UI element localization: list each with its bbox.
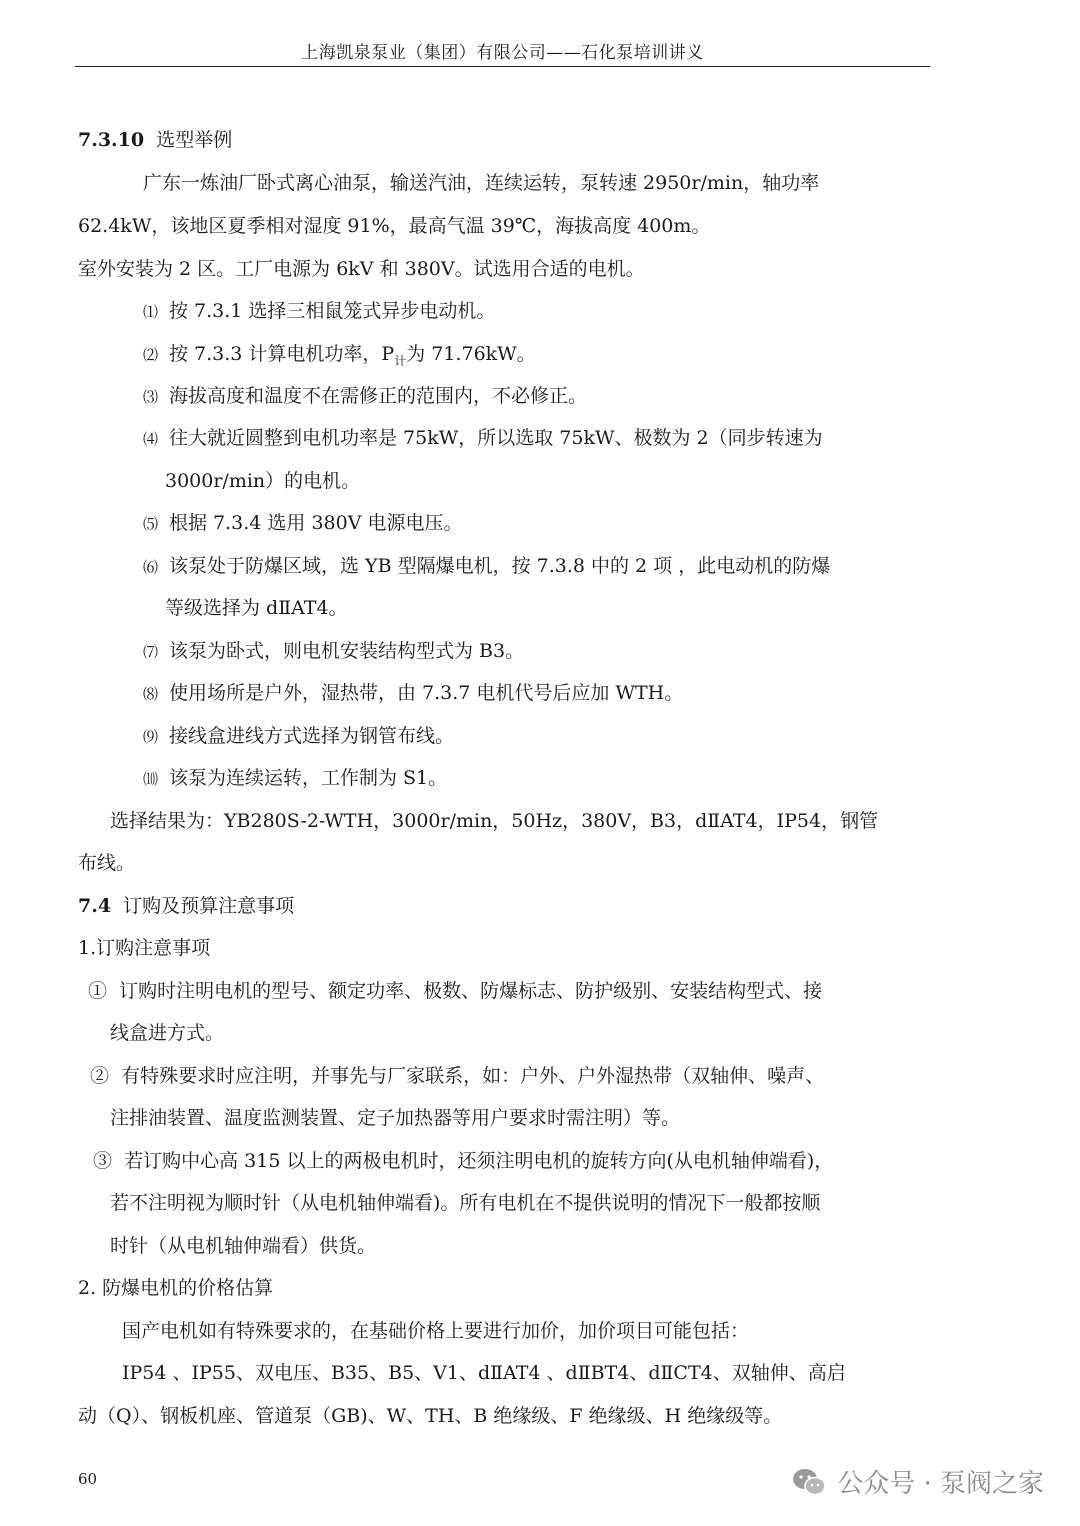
- step-number: ⑶: [143, 388, 159, 406]
- step-number: ⑴: [143, 303, 159, 321]
- intro-line-2: 62.4kW，该地区夏季相对湿度 91%，最高气温 39℃，海拔高度 400m。: [78, 215, 711, 237]
- step-number: ⑻: [143, 685, 159, 703]
- note-2: ② 有特殊要求时应注明，并事先与厂家联系，如：户外、户外湿热带（双轴伸、噪声、: [90, 1065, 825, 1087]
- section-number: 7.4: [78, 895, 112, 917]
- step-3: ⑶ 海拔高度和温度不在需修正的范围内，不必修正。: [143, 385, 588, 407]
- step-8: ⑻ 使用场所是户外，湿热带，由 7.3.7 电机代号后应加 WTH。: [143, 682, 684, 704]
- subheading-ordering-notes: 1.订购注意事项: [78, 937, 211, 959]
- step-6-continued: 等级选择为 dⅡAT4。: [165, 597, 348, 619]
- step-number: ⑵: [143, 346, 159, 364]
- step-number: ⑽: [143, 770, 159, 788]
- section-heading-7-4: [78, 894, 294, 918]
- section-heading-7-3-10: [78, 128, 232, 152]
- price-line-1: 国产电机如有特殊要求的，在基础价格上要进行加价，加价项目可能包括：: [122, 1320, 750, 1342]
- note-number: ①: [88, 980, 108, 1002]
- section-title: 订购及预算注意事项: [123, 895, 295, 917]
- price-line-2: IP54 、IP55、双电压、B35、B5、V1、dⅡAT4 、dⅡBT4、dⅡCT4、双轴伸、高启: [122, 1362, 846, 1384]
- step-6: ⑹ 该泵处于防爆区域，选 YB 型隔爆电机，按 7.3.8 中的 2 项 ，此电动机的防爆: [143, 555, 831, 577]
- note-number: ②: [90, 1065, 110, 1087]
- step-5: ⑸ 根据 7.3.4 选用 380V 电源电压。: [143, 512, 463, 534]
- result-line-2: 布线。: [78, 852, 136, 874]
- step-10: ⑽ 该泵为连续运转，工作制为 S1。: [143, 767, 448, 789]
- header-rule: [75, 66, 930, 67]
- subheading-price-estimate: 2. 防爆电机的价格估算: [78, 1277, 274, 1299]
- subscript: 计: [394, 353, 407, 368]
- watermark: [791, 1463, 1044, 1500]
- note-3: ③ 若订购中心高 315 以上的两极电机时，还须注明电机的旋转方向(从电机轴伸端看)，: [93, 1150, 834, 1172]
- intro-line-1: 广东一炼油厂卧式离心油泵，输送汽油，连续运转，泵转速 2950r/min，轴功率: [143, 172, 820, 194]
- note-3-continued-1: 若不注明视为顺时针（从电机轴伸端看)。所有电机在不提供说明的情况下一般都按顺: [110, 1192, 821, 1214]
- step-number: ⑺: [143, 643, 159, 661]
- step-number: ⑷: [143, 430, 159, 448]
- watermark-text: 公众号 · 泵阀之家: [837, 1469, 1044, 1499]
- step-1: ⑴ 按 7.3.1 选择三相鼠笼式异步电动机。: [143, 300, 496, 322]
- note-number: ③: [93, 1150, 113, 1172]
- step-2: ⑵ 按 7.3.3 计算电机功率，$P_计$为 71.76kW。: [143, 343, 536, 368]
- note-1-continued: 线盒进方式。: [110, 1022, 225, 1044]
- note-1: ① 订购时注明电机的型号、额定功率、极数、防爆标志、防护级别、安装结构型式、接: [88, 980, 823, 1002]
- section-number: 7.3.10: [78, 129, 145, 151]
- step-7: ⑺ 该泵为卧式，则电机安装结构型式为 B3。: [143, 640, 525, 662]
- note-2-continued: 注排油装置、温度监测装置、定子加热器等用户要求时需注明）等。: [110, 1107, 681, 1129]
- step-number: ⑹: [143, 558, 159, 576]
- wechat-icon: [791, 1467, 827, 1497]
- intro-line-3: 室外安装为 2 区。工厂电源为 6kV 和 380V。试选用合适的电机。: [78, 258, 645, 280]
- step-number: ⑼: [143, 728, 159, 746]
- note-3-continued-2: 时针（从电机轴伸端看）供货。: [110, 1235, 377, 1257]
- step-4: ⑷ 往大就近圆整到电机功率是 75kW，所以选取 75kW、极数为 2（同步转速为: [143, 427, 823, 449]
- step-9: ⑼ 接线盒进线方式选择为钢管布线。: [143, 725, 455, 747]
- running-header: 上海凯泉泵业（集团）有限公司——石化泵培训讲义: [301, 43, 704, 63]
- result-line-1: 选择结果为：YB280S-2-WTH，3000r/min，50Hz，380V，B3，dⅡAT4，IP54，钢管: [110, 810, 879, 832]
- page-number: 60: [78, 1470, 98, 1488]
- price-line-3: 动（Q）、钢板机座、管道泵（GB)、W、TH、B 绝缘级、F 绝缘级、H 绝缘级等。: [78, 1405, 783, 1427]
- step-4-continued: 3000r/min）的电机。: [165, 470, 361, 492]
- section-title: 选型举例: [156, 129, 233, 151]
- step-number: ⑸: [143, 515, 159, 533]
